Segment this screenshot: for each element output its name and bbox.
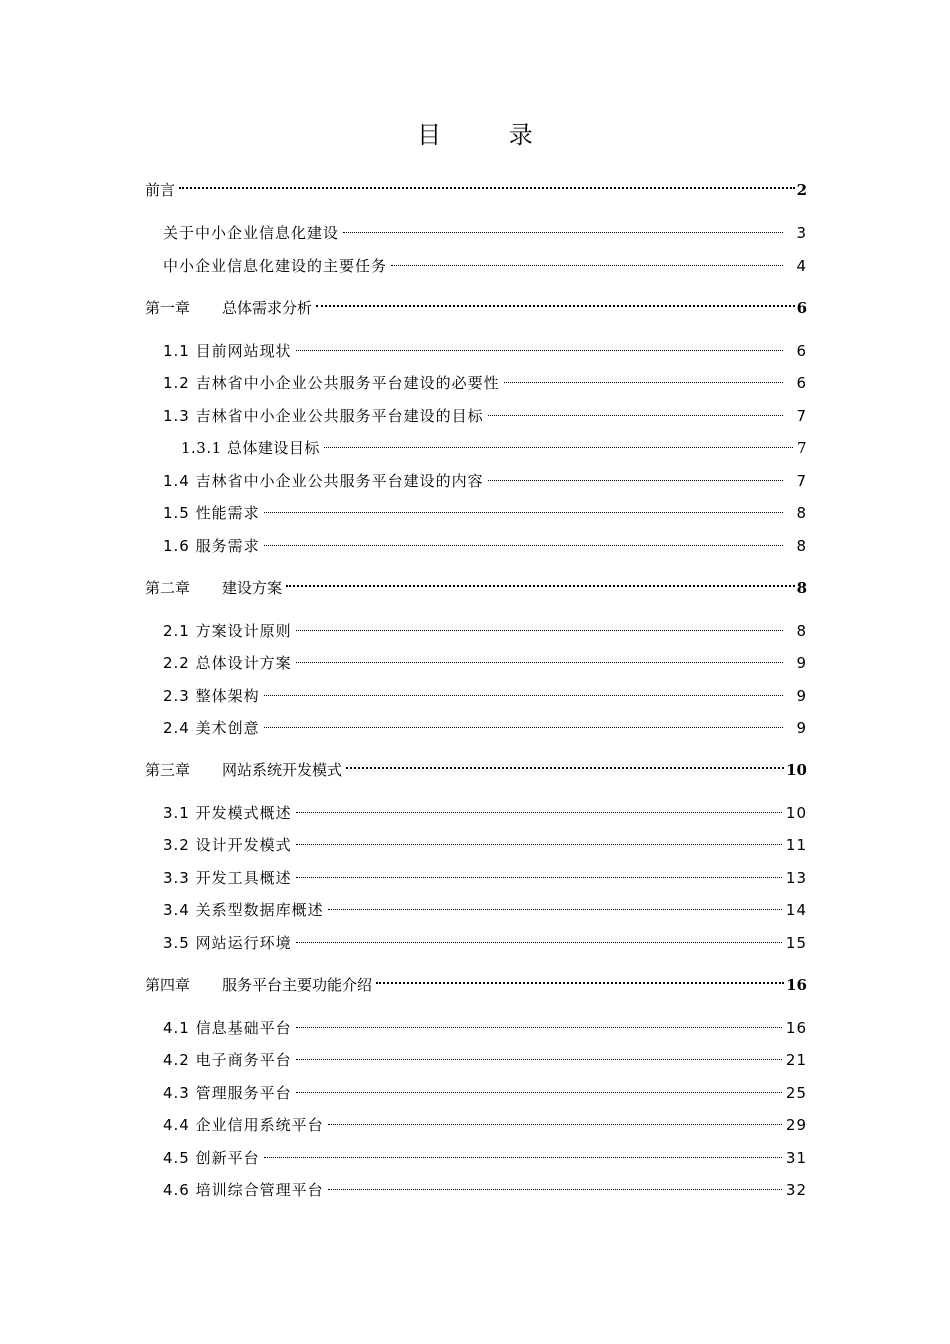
toc-entry-label bbox=[163, 718, 260, 738]
toc-section-entry[interactable] bbox=[163, 830, 807, 855]
toc-page-number: 10 bbox=[785, 804, 807, 822]
toc-entry-text: 3.4 关系型数据库概述 bbox=[163, 901, 324, 919]
toc-section-entry[interactable] bbox=[163, 895, 807, 920]
toc-page-number: 21 bbox=[785, 1051, 807, 1069]
toc-page-number: 7 bbox=[796, 472, 807, 490]
toc-entry-text: 1.2 吉林省中小企业公共服务平台建设的必要性 bbox=[163, 374, 500, 392]
toc-page-number: 25 bbox=[785, 1084, 807, 1102]
toc-section-entry[interactable] bbox=[163, 1078, 807, 1103]
toc-entry-text: 2.2 总体设计方案 bbox=[163, 654, 292, 672]
toc-page-number: 6 bbox=[796, 374, 807, 392]
toc-entry-text: 4.1 信息基础平台 bbox=[163, 1019, 292, 1037]
toc-entry-text: 1.5 性能需求 bbox=[163, 504, 260, 522]
toc-entry-label bbox=[163, 1083, 292, 1103]
toc-dot-leader bbox=[296, 1045, 782, 1065]
toc-section-entry[interactable] bbox=[163, 798, 807, 823]
toc-dot-leader bbox=[324, 433, 793, 453]
toc-page-number: 3 bbox=[796, 224, 807, 242]
toc-section-entry[interactable] bbox=[163, 218, 807, 243]
toc-entry-label bbox=[163, 621, 292, 641]
toc-page-number: 2 bbox=[796, 181, 807, 199]
toc-entry-label bbox=[181, 438, 320, 458]
toc-dot-leader bbox=[296, 798, 782, 818]
toc-page-number: 8 bbox=[796, 579, 807, 597]
toc-chapter-entry[interactable] bbox=[145, 175, 807, 200]
toc-section-entry[interactable] bbox=[163, 1143, 807, 1168]
toc-entry-label bbox=[163, 536, 260, 556]
toc-page-number: 8 bbox=[796, 504, 807, 522]
toc-entry-text: 4.2 电子商务平台 bbox=[163, 1051, 292, 1069]
toc-dot-leader bbox=[343, 218, 783, 238]
toc-page-number: 7 bbox=[796, 439, 807, 457]
toc-dot-leader bbox=[296, 648, 783, 668]
toc-entry-text: 3.5 网站运行环境 bbox=[163, 934, 292, 952]
toc-section-entry[interactable] bbox=[163, 251, 807, 276]
toc-dot-leader bbox=[296, 863, 782, 883]
toc-dot-leader bbox=[346, 755, 784, 775]
toc-entry-label bbox=[163, 835, 292, 855]
toc-dot-leader bbox=[296, 616, 783, 636]
toc-page-number: 9 bbox=[796, 687, 807, 705]
toc-entry-text: 1.4 吉林省中小企业公共服务平台建设的内容 bbox=[163, 472, 484, 490]
toc-title: 目 录 bbox=[417, 121, 563, 149]
toc-entry-label bbox=[163, 1148, 260, 1168]
toc-dot-leader bbox=[264, 681, 783, 701]
toc-entry-label bbox=[163, 341, 292, 361]
toc-chapter-number: 第四章 bbox=[145, 976, 191, 994]
toc-entry-text: 建设方案 bbox=[222, 579, 283, 597]
toc-entry-text: 2.4 美术创意 bbox=[163, 719, 260, 737]
toc-dot-leader bbox=[504, 368, 783, 388]
toc-page-number: 14 bbox=[785, 901, 807, 919]
toc-section-entry[interactable] bbox=[163, 531, 807, 556]
toc-entry-text: 4.4 企业信用系统平台 bbox=[163, 1116, 324, 1134]
toc-entry-label bbox=[163, 1050, 292, 1070]
toc-entry-label bbox=[163, 406, 484, 426]
toc-entry-label bbox=[163, 223, 339, 243]
toc-entry-text: 中小企业信息化建设的主要任务 bbox=[163, 257, 388, 275]
toc-page-number: 8 bbox=[796, 537, 807, 555]
toc-dot-leader bbox=[376, 970, 784, 990]
toc-page-number: 32 bbox=[785, 1181, 807, 1199]
toc-page-number: 4 bbox=[796, 257, 807, 275]
toc-entry-label bbox=[163, 653, 292, 673]
toc-section-entry[interactable] bbox=[163, 1110, 807, 1135]
toc-chapter-entry[interactable] bbox=[145, 755, 807, 780]
toc-page-number: 8 bbox=[796, 622, 807, 640]
toc-entry-text: 2.3 整体架构 bbox=[163, 687, 260, 705]
toc-chapter-number: 第二章 bbox=[145, 579, 191, 597]
toc-section-entry[interactable] bbox=[163, 368, 807, 393]
toc-entry-label bbox=[163, 686, 260, 706]
toc-page-number: 7 bbox=[796, 407, 807, 425]
toc-entry-text: 服务平台主要功能介绍 bbox=[222, 976, 373, 994]
toc-page-number: 11 bbox=[785, 836, 807, 854]
toc-entry-label bbox=[163, 503, 260, 523]
toc-section-entry[interactable] bbox=[163, 401, 807, 426]
toc-chapter-number: 第三章 bbox=[145, 761, 191, 779]
toc-entry-label bbox=[145, 975, 372, 995]
toc-dot-leader bbox=[391, 251, 783, 271]
toc-page-number: 16 bbox=[785, 1019, 807, 1037]
toc-entry-text: 1.3.1 总体建设目标 bbox=[181, 439, 320, 457]
toc-entry-text: 3.1 开发模式概述 bbox=[163, 804, 292, 822]
toc-entry-label bbox=[163, 471, 484, 491]
toc-entry-text: 2.1 方案设计原则 bbox=[163, 622, 292, 640]
toc-entry-label bbox=[163, 1180, 324, 1200]
toc-page-number: 16 bbox=[786, 976, 807, 994]
toc-entry-text: 1.6 服务需求 bbox=[163, 537, 260, 555]
toc-entry-label bbox=[163, 868, 292, 888]
toc-dot-leader bbox=[296, 830, 782, 850]
toc-entry-label bbox=[163, 1115, 324, 1135]
toc-entry-label bbox=[163, 900, 324, 920]
toc-section-entry[interactable] bbox=[163, 1045, 807, 1070]
toc-section-entry[interactable] bbox=[163, 1175, 807, 1200]
toc-page-number: 13 bbox=[785, 869, 807, 887]
toc-dot-leader bbox=[296, 1013, 782, 1033]
toc-page-number: 9 bbox=[796, 719, 807, 737]
toc-chapter-entry[interactable] bbox=[145, 293, 807, 318]
toc-section-entry[interactable] bbox=[163, 498, 807, 523]
toc-chapter-entry[interactable] bbox=[145, 573, 807, 598]
toc-dot-leader bbox=[328, 895, 782, 915]
toc-section-entry[interactable] bbox=[163, 1013, 807, 1038]
toc-section-entry[interactable] bbox=[163, 648, 807, 673]
toc-entry-text: 前言 bbox=[145, 181, 176, 199]
toc-dot-leader bbox=[179, 175, 795, 195]
toc-chapter-entry[interactable] bbox=[145, 970, 807, 995]
toc-dot-leader bbox=[264, 713, 783, 733]
toc-entry-label bbox=[145, 578, 282, 598]
toc-subsection-entry[interactable] bbox=[181, 433, 807, 458]
toc-dot-leader bbox=[286, 573, 795, 593]
toc-section-entry[interactable] bbox=[163, 336, 807, 361]
toc-section-entry[interactable] bbox=[163, 928, 807, 953]
toc-entry-text: 4.6 培训综合管理平台 bbox=[163, 1181, 324, 1199]
toc-page-number: 29 bbox=[785, 1116, 807, 1134]
toc-entry-label bbox=[145, 760, 342, 780]
toc-page-number: 6 bbox=[796, 342, 807, 360]
toc-page-number: 15 bbox=[785, 934, 807, 952]
toc-entry-text: 1.1 目前网站现状 bbox=[163, 342, 292, 360]
toc-entry-text: 3.2 设计开发模式 bbox=[163, 836, 292, 854]
toc-section-entry[interactable] bbox=[163, 466, 807, 491]
toc-page-number: 6 bbox=[796, 299, 807, 317]
toc-entry-text: 3.3 开发工具概述 bbox=[163, 869, 292, 887]
toc-entry-text: 关于中小企业信息化建设 bbox=[163, 224, 340, 242]
toc-entry-label bbox=[163, 803, 292, 823]
toc-dot-leader bbox=[264, 1143, 782, 1163]
toc-entry-text: 4.3 管理服务平台 bbox=[163, 1084, 292, 1102]
toc-entry-label bbox=[163, 373, 500, 393]
toc-dot-leader bbox=[488, 401, 783, 421]
toc-dot-leader bbox=[296, 1078, 782, 1098]
toc-dot-leader bbox=[296, 336, 783, 356]
toc-entry-label bbox=[145, 298, 312, 318]
toc-entry-label bbox=[163, 933, 292, 953]
toc-chapter-number: 第一章 bbox=[145, 299, 191, 317]
toc-entry-text: 网站系统开发模式 bbox=[222, 761, 343, 779]
toc-entry-text: 1.3 吉林省中小企业公共服务平台建设的目标 bbox=[163, 407, 484, 425]
toc-page-number: 31 bbox=[785, 1149, 807, 1167]
toc-entry-label bbox=[145, 180, 175, 200]
toc-section-entry[interactable] bbox=[163, 863, 807, 888]
toc-page-number: 9 bbox=[796, 654, 807, 672]
toc-dot-leader bbox=[328, 1175, 782, 1195]
toc-dot-leader bbox=[264, 498, 783, 518]
toc-dot-leader bbox=[328, 1110, 782, 1130]
toc-dot-leader bbox=[264, 531, 783, 551]
toc-entry-label bbox=[163, 256, 387, 276]
toc-section-entry[interactable] bbox=[163, 616, 807, 641]
toc-entry-label bbox=[163, 1018, 292, 1038]
toc-dot-leader bbox=[316, 293, 795, 313]
toc-dot-leader bbox=[488, 466, 783, 486]
toc-section-entry[interactable] bbox=[163, 681, 807, 706]
toc-entry-text: 4.5 创新平台 bbox=[163, 1149, 260, 1167]
toc-dot-leader bbox=[296, 928, 782, 948]
toc-page-number: 10 bbox=[786, 761, 807, 779]
toc-section-entry[interactable] bbox=[163, 713, 807, 738]
toc-entry-text: 总体需求分析 bbox=[222, 299, 313, 317]
